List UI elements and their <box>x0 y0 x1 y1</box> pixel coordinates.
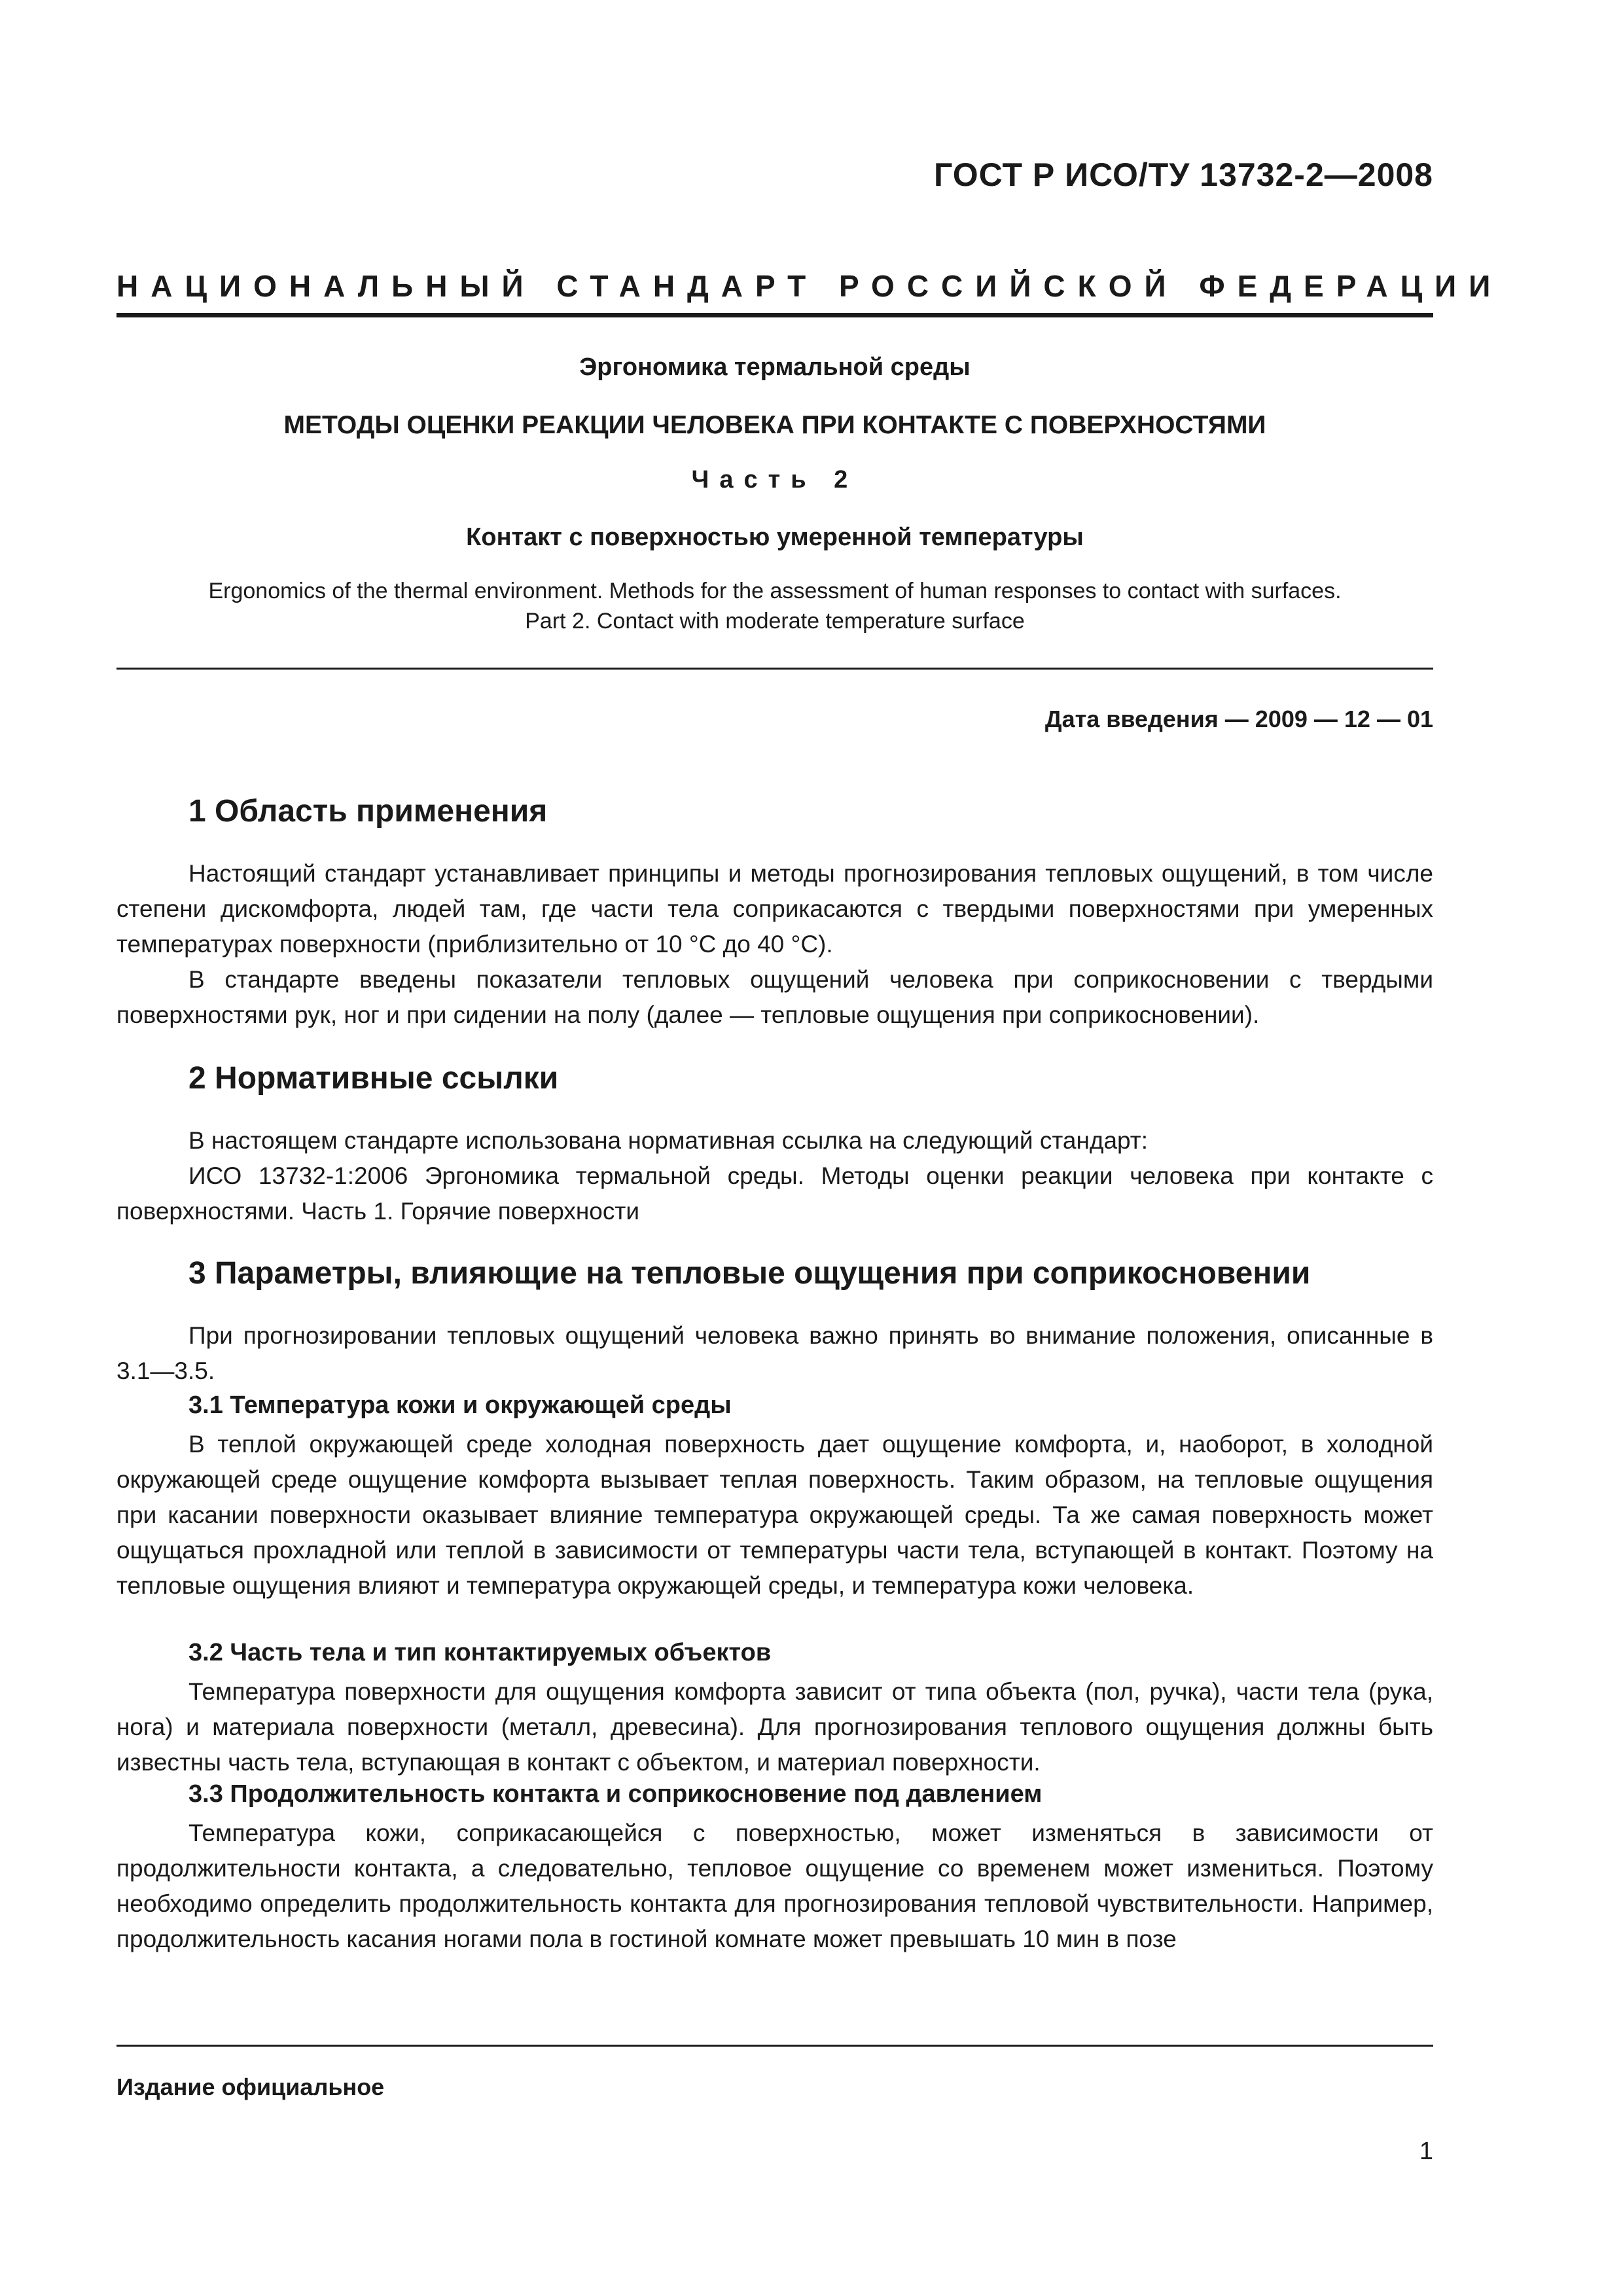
section-3-3-heading: 3.3 Продолжительность контакта и соприкосновение под давлением <box>188 1780 1043 1808</box>
section-3-body <box>116 1318 1433 1389</box>
section-3-2-body <box>116 1674 1433 1780</box>
section-1-paragraph-1: Настоящий стандарт устанавливает принципы и методы прогнозирования тепловых ощущений, в том числе степени дискомфорта, людей там, где части тела соприкасаются с твердыми поверхностями при умеренных температурах поверхности (приблизительно от 10 °С до 40 °С). <box>116 860 1433 958</box>
standard-main-title: МЕТОДЫ ОЦЕНКИ РЕАКЦИИ ЧЕЛОВЕКА ПРИ КОНТАКТЕ С ПОВЕРХНОСТЯМИ <box>283 411 1266 439</box>
footer-rule <box>116 2045 1433 2047</box>
introduction-date: Дата введения — 2009 — 12 — 01 <box>1044 706 1433 732</box>
section-3-3-paragraph-1: Температура кожи, соприкасающейся с поверхностью, может изменяться в зависимости от продолжительности контакта, а следовательно, тепловое ощущение со временем может измениться. Поэтому необходимо определить продолжительность контакта для прогнозирования тепловой чувствительности. Например, продолжительность касания ногами пола в гостиной комнате может превышать 10 мин в позе <box>116 1820 1433 1952</box>
national-standard-title: НАЦИОНАЛЬНЫЙ СТАНДАРТ РОССИЙСКОЙ ФЕДЕРАЦИИ <box>116 269 1503 303</box>
section-3-1-heading: 3.1 Температура кожи и окружающей среды <box>188 1391 732 1419</box>
section-3-heading: 3 Параметры, влияющие на тепловые ощущения при соприкосновении <box>188 1256 1311 1291</box>
english-title-line-1: Ergonomics of the thermal environment. Methods for the assessment of human responses to contact with surfaces. <box>208 579 1342 603</box>
section-3-1-paragraph-1: В теплой окружающей среде холодная поверхность дает ощущение комфорта, и, наоборот, в холодной окружающей среде ощущение комфорта вызывает теплая поверхность. Таким образом, на тепловые ощущения при касании поверхности оказывает влияние температура окружающей среды. Та же самая поверхность может ощущаться прохладной или теплой в зависимости от температуры части тела, вступающей в контакт. Поэтому на тепловые ощущения влияют и температура окружающей среды, и температура кожи человека. <box>116 1431 1433 1599</box>
section-2-heading: 2 Нормативные ссылки <box>188 1061 559 1096</box>
section-1-paragraph-2: В стандарте введены показатели тепловых ощущений человека при соприкосновении с твердыми поверхностями рук, ног и при сидении на полу (далее — тепловые ощущения при соприкосновении). <box>116 966 1433 1028</box>
section-3-2-heading: 3.2 Часть тела и тип контактируемых объектов <box>188 1639 772 1666</box>
section-3-1-body <box>116 1427 1433 1604</box>
section-2-paragraph-2: ИСО 13732-1:2006 Эргономика термальной среды. Методы оценки реакции человека при контакте с поверхностями. Часть 1. Горячие поверхности <box>116 1162 1433 1225</box>
section-1-body <box>116 856 1433 1033</box>
edition-label: Издание официальное <box>116 2073 385 2100</box>
standard-subtitle: Контакт с поверхностью умеренной температуры <box>466 524 1084 551</box>
section-1-heading: 1 Область применения <box>188 794 548 829</box>
document-code: ГОСТ Р ИСО/ТУ 13732-2—2008 <box>934 156 1433 193</box>
standard-part: Часть 2 <box>691 466 859 493</box>
section-3-2-paragraph-1: Температура поверхности для ощущения комфорта зависит от типа объекта (пол, ручка), части тела (рука, нога) и материала поверхности (металл, древесина). Для прогнозирования теплового ощущения должны быть известны часть тела, вступающая в контакт с объектом, и материал поверхности. <box>116 1678 1433 1776</box>
header-rule <box>116 313 1433 317</box>
section-3-3-body <box>116 1816 1433 1957</box>
english-title <box>116 576 1433 636</box>
section-2-body <box>116 1123 1433 1229</box>
section-3-paragraph-1: При прогнозировании тепловых ощущений человека важно принять во внимание положения, описанные в 3.1—3.5. <box>116 1322 1433 1384</box>
standard-subject: Эргономика термальной среды <box>579 353 971 381</box>
english-title-line-2: Part 2. Contact with moderate temperature surface <box>525 609 1025 634</box>
page-number: 1 <box>1419 2138 1433 2165</box>
title-block-rule <box>116 668 1433 670</box>
section-2-paragraph-1: В настоящем стандарте использована нормативная ссылка на следующий стандарт: <box>188 1127 1149 1154</box>
